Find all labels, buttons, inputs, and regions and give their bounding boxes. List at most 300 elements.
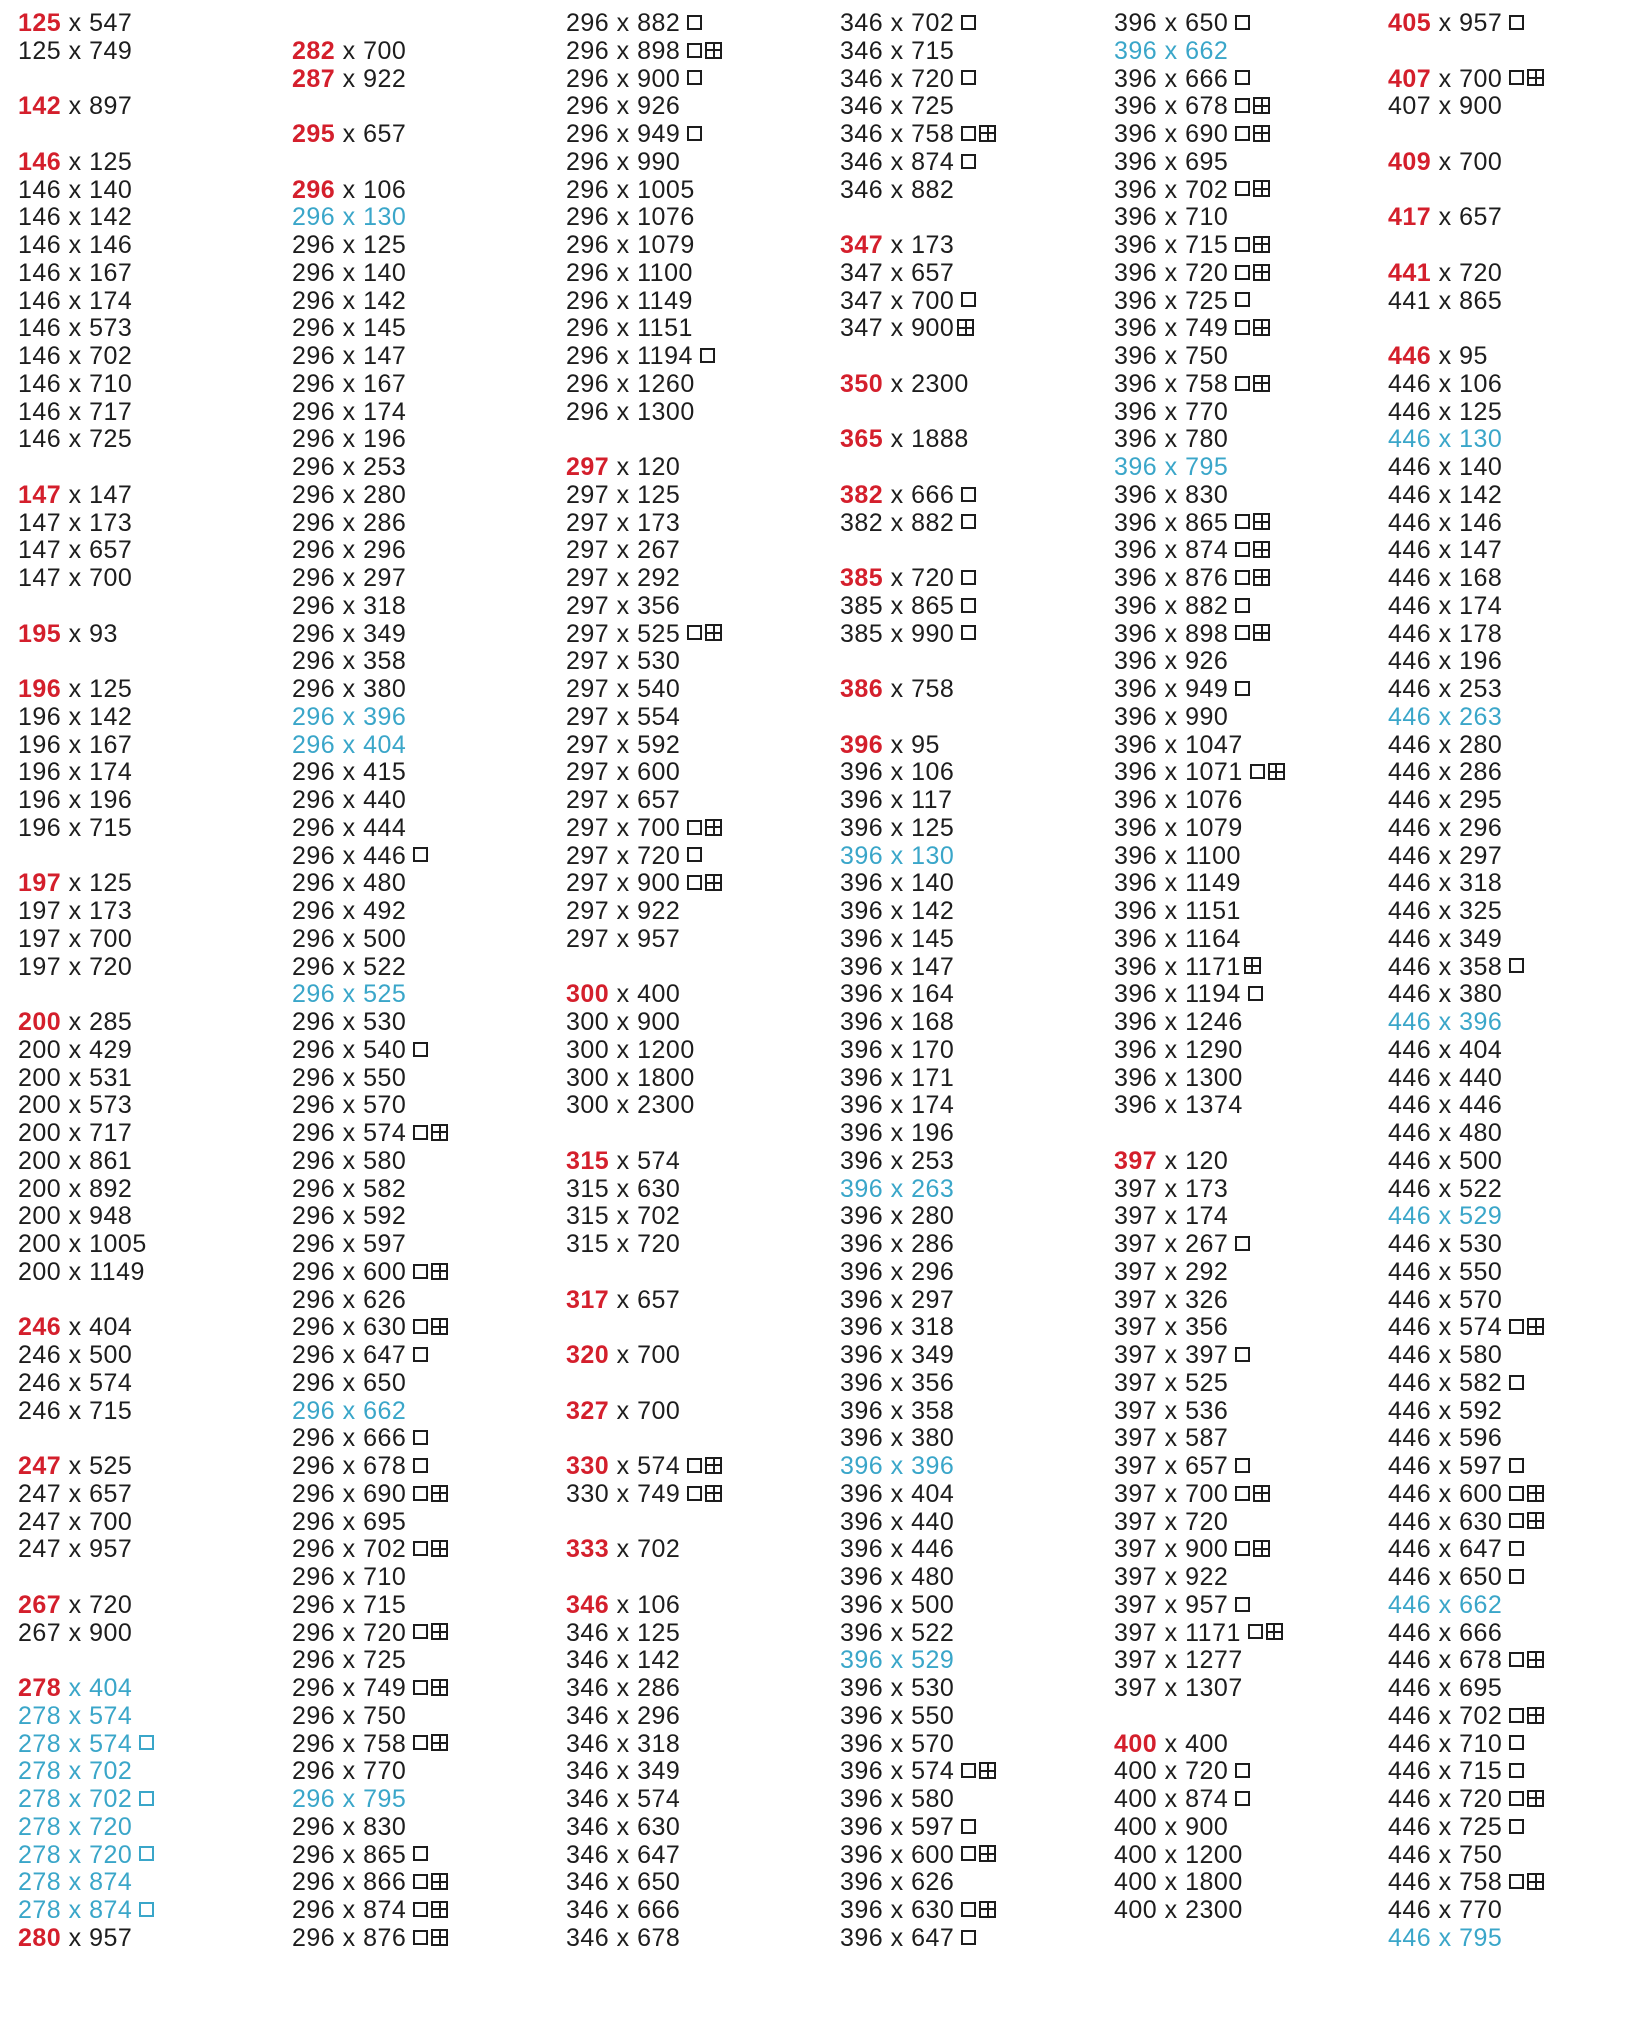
size-width: 247: [18, 1507, 62, 1536]
size-width: 396: [1114, 564, 1158, 592]
size-width: 396: [840, 1729, 884, 1758]
size-entry: [1388, 593, 1631, 621]
size-entry: [566, 93, 836, 121]
size-height: 865: [363, 1840, 407, 1869]
size-entry: [18, 1703, 288, 1731]
size-height: 702: [1185, 175, 1229, 204]
size-separator: x: [335, 1396, 364, 1425]
size-separator: x: [883, 1507, 912, 1536]
size-entry: [840, 1786, 1110, 1814]
size-height: 1290: [1185, 1035, 1243, 1064]
size-separator: x: [1431, 1729, 1460, 1758]
size-entry: [292, 121, 562, 149]
size-separator: x: [883, 952, 912, 981]
size-separator: x: [335, 924, 364, 953]
size-separator: x: [1157, 9, 1186, 37]
size-height: 358: [363, 647, 407, 676]
size-height: 440: [911, 1507, 955, 1536]
size-width: 200: [18, 1091, 62, 1120]
size-height: 1300: [1185, 1063, 1243, 1092]
size-width: 446: [1388, 1896, 1432, 1924]
size-entry: [1114, 843, 1384, 871]
size-entry: [1388, 1009, 1631, 1037]
size-width: 446: [1388, 619, 1432, 648]
size-entry: [1114, 426, 1384, 454]
square-outline-icon: [139, 1846, 154, 1861]
size-separator: x: [883, 758, 912, 787]
size-separator: x: [335, 786, 364, 814]
size-height: 142: [1459, 480, 1503, 509]
size-separator: x: [61, 786, 90, 814]
size-height: 600: [911, 1840, 955, 1869]
grid-square-icon: [1253, 1540, 1270, 1557]
grid-square-icon: [1244, 957, 1261, 974]
size-height: 795: [1459, 1923, 1503, 1952]
size-width: 197: [18, 897, 62, 925]
square-outline-icon: [413, 1902, 428, 1917]
size-width: 346: [566, 1868, 610, 1897]
size-separator: x: [1431, 813, 1460, 842]
size-width: 296: [566, 314, 610, 343]
size-separator: x: [335, 369, 364, 398]
size-height: 657: [637, 786, 681, 814]
size-height: 140: [363, 258, 407, 287]
square-outline-icon: [961, 1846, 976, 1861]
size-entry: [840, 93, 1110, 121]
size-width: 446: [1388, 342, 1432, 370]
size-width: 446: [1388, 1674, 1432, 1702]
size-height: 717: [89, 1119, 133, 1147]
size-height: 865: [1459, 286, 1503, 315]
size-separator: x: [1431, 1396, 1460, 1425]
size-width: 446: [1388, 1785, 1432, 1813]
group-spacer: [566, 1564, 836, 1592]
size-width: 446: [1388, 1313, 1432, 1342]
size-width: 296: [292, 1146, 336, 1175]
size-width: 297: [566, 480, 610, 509]
size-entry: [1114, 1176, 1384, 1204]
size-separator: x: [883, 1396, 912, 1425]
size-entry: [840, 787, 1110, 815]
grid-square-icon: [1253, 513, 1270, 530]
square-outline-icon: [961, 570, 976, 585]
size-separator: x: [61, 1923, 90, 1952]
size-entry: [292, 954, 562, 982]
size-separator: x: [335, 1257, 364, 1286]
size-entry: [1388, 704, 1631, 732]
size-entry: [840, 926, 1110, 954]
size-separator: x: [609, 175, 638, 204]
size-height: 957: [89, 1923, 133, 1952]
size-separator: x: [1431, 9, 1460, 37]
size-height: 717: [89, 397, 133, 426]
size-width: 296: [292, 619, 336, 648]
size-separator: x: [1431, 425, 1460, 454]
size-entry: [1388, 1065, 1631, 1093]
size-width: 396: [840, 1674, 884, 1702]
size-width: 330: [566, 1452, 610, 1480]
size-width: 296: [292, 1230, 336, 1258]
size-separator: x: [61, 619, 90, 648]
size-separator: x: [61, 1063, 90, 1092]
size-height: 898: [1185, 619, 1229, 648]
size-width: 396: [1114, 120, 1158, 148]
size-entry: [840, 1703, 1110, 1731]
size-height: 167: [89, 258, 133, 287]
size-width: 446: [1388, 702, 1432, 731]
size-entry: [1114, 648, 1384, 676]
size-entry: [840, 1009, 1110, 1037]
size-separator: x: [1157, 702, 1186, 731]
size-height: 957: [1185, 1590, 1229, 1619]
size-separator: x: [335, 536, 364, 565]
size-height: 550: [911, 1701, 955, 1730]
grid-square-icon: [431, 1263, 448, 1280]
size-separator: x: [609, 92, 638, 121]
size-width: 396: [840, 1507, 884, 1536]
size-width: 146: [18, 369, 62, 398]
size-height: 690: [363, 1479, 407, 1508]
size-entry: [566, 676, 836, 704]
size-separator: x: [61, 536, 90, 565]
size-width: 396: [1114, 314, 1158, 343]
size-height: 95: [1459, 342, 1488, 370]
size-width: 346: [840, 120, 884, 148]
size-width: 396: [840, 1035, 884, 1064]
size-width: 346: [840, 9, 884, 37]
size-width: 196: [18, 702, 62, 731]
size-height: 263: [1459, 702, 1503, 731]
grid-square-icon: [1527, 1707, 1544, 1724]
size-entry: [840, 315, 1110, 343]
size-separator: x: [1157, 175, 1186, 204]
size-separator: x: [61, 1119, 90, 1147]
size-entry: [292, 1564, 562, 1592]
square-outline-icon: [1235, 1458, 1250, 1473]
size-entry: [1388, 565, 1631, 593]
size-entry: [1114, 177, 1384, 205]
size-entry: [1114, 232, 1384, 260]
size-separator: x: [883, 1424, 912, 1453]
size-width: 446: [1388, 1757, 1432, 1786]
size-width: 396: [840, 1202, 884, 1231]
grid-square-icon: [431, 1540, 448, 1557]
size-height: 1071: [1185, 758, 1243, 787]
size-entry: [566, 288, 836, 316]
size-width: 315: [566, 1230, 610, 1258]
size-width: 146: [18, 147, 62, 176]
size-entry: [1388, 1092, 1631, 1120]
size-width: 396: [1114, 536, 1158, 565]
size-entry: [18, 1314, 288, 1342]
size-width: 396: [840, 1590, 884, 1619]
size-width: 296: [292, 425, 336, 454]
size-height: 882: [911, 175, 955, 204]
square-outline-icon: [1235, 681, 1250, 696]
size-height: 650: [1185, 9, 1229, 37]
size-width: 146: [18, 397, 62, 426]
size-height: 720: [89, 1590, 133, 1619]
square-outline-icon: [1509, 1763, 1524, 1778]
size-entry: [1388, 1869, 1631, 1897]
size-entry: [18, 1509, 288, 1537]
size-height: 547: [89, 9, 133, 37]
size-separator: x: [1431, 1896, 1460, 1924]
size-width: 396: [840, 1701, 884, 1730]
size-separator: x: [335, 231, 364, 259]
size-width: 396: [840, 1896, 884, 1924]
size-separator: x: [335, 1507, 364, 1536]
size-width: 400: [1114, 1757, 1158, 1786]
square-outline-icon: [1509, 1375, 1524, 1390]
size-height: 900: [637, 64, 681, 93]
size-width: 346: [840, 36, 884, 65]
size-height: 125: [363, 231, 407, 259]
size-width: 446: [1388, 1008, 1432, 1036]
size-separator: x: [1157, 536, 1186, 565]
size-entry: [292, 1481, 562, 1509]
size-entry: [292, 1259, 562, 1287]
size-height: 657: [1185, 1452, 1229, 1480]
size-separator: x: [1157, 147, 1186, 176]
size-width: 296: [292, 564, 336, 592]
size-separator: x: [61, 1507, 90, 1536]
size-separator: x: [883, 869, 912, 898]
size-entry: [1114, 371, 1384, 399]
size-height: 296: [1459, 813, 1503, 842]
size-height: 720: [1185, 1507, 1229, 1536]
size-separator: x: [1431, 342, 1460, 370]
size-entry: [292, 260, 562, 288]
size-separator: x: [1157, 869, 1186, 898]
size-height: 358: [911, 1396, 955, 1425]
size-width: 397: [1114, 1674, 1158, 1702]
size-separator: x: [335, 1341, 364, 1369]
size-height: 678: [1459, 1646, 1503, 1675]
square-outline-icon: [687, 1486, 702, 1501]
size-height: 720: [89, 1840, 133, 1869]
size-entry: [1388, 1758, 1631, 1786]
size-height: 106: [363, 175, 407, 204]
size-separator: x: [335, 1063, 364, 1092]
size-entry: [1388, 510, 1631, 538]
size-height: 2300: [1185, 1896, 1243, 1924]
size-width: 200: [18, 1063, 62, 1092]
size-separator: x: [883, 841, 912, 870]
size-separator: x: [1431, 1646, 1460, 1675]
size-entry: [292, 454, 562, 482]
size-width: 397: [1114, 1174, 1158, 1203]
size-width: 346: [566, 1646, 610, 1675]
size-separator: x: [1431, 397, 1460, 426]
size-separator: x: [1157, 1535, 1186, 1564]
size-height: 106: [637, 1590, 681, 1619]
size-height: 296: [363, 536, 407, 565]
size-entry: [292, 676, 562, 704]
size-width: 296: [292, 1396, 336, 1425]
size-separator: x: [609, 397, 638, 426]
size-width: 446: [1388, 397, 1432, 426]
size-entry: [1114, 1092, 1384, 1120]
size-height: 574: [89, 1701, 133, 1730]
size-width: 396: [840, 1618, 884, 1647]
grid-square-icon: [1527, 1651, 1544, 1668]
group-spacer: [1388, 38, 1631, 66]
size-width: 296: [292, 1313, 336, 1342]
size-separator: x: [335, 1812, 364, 1841]
size-height: 570: [911, 1729, 955, 1758]
size-entry: [292, 288, 562, 316]
size-entry: [840, 1398, 1110, 1426]
size-width: 296: [292, 1563, 336, 1591]
grid-square-icon: [1527, 1790, 1544, 1807]
size-width: 446: [1388, 1646, 1432, 1675]
size-width: 296: [292, 1812, 336, 1841]
size-width: 446: [1388, 1812, 1432, 1841]
size-height: 267: [637, 536, 681, 565]
size-entry: [840, 1620, 1110, 1648]
size-height: 580: [911, 1785, 955, 1813]
size-separator: x: [1157, 786, 1186, 814]
size-entry: [566, 1842, 836, 1870]
size-height: 592: [637, 730, 681, 759]
size-width: 396: [840, 1341, 884, 1369]
size-separator: x: [335, 869, 364, 898]
size-entry: [292, 870, 562, 898]
size-height: 380: [911, 1424, 955, 1453]
size-width: 407: [1388, 92, 1432, 121]
size-entry: [840, 1120, 1110, 1148]
size-height: 715: [89, 1396, 133, 1425]
size-separator: x: [61, 1757, 90, 1786]
size-entry: [1388, 1925, 1631, 1953]
size-width: 200: [18, 1035, 62, 1064]
size-entry: [1388, 93, 1631, 121]
size-separator: x: [883, 147, 912, 176]
size-entry: [1388, 954, 1631, 982]
size-separator: x: [609, 702, 638, 731]
size-width: 296: [292, 1285, 336, 1314]
size-width: 297: [566, 897, 610, 925]
size-entry: [1114, 759, 1384, 787]
size-width: 446: [1388, 1396, 1432, 1425]
size-width: 246: [18, 1396, 62, 1425]
square-outline-icon: [961, 1930, 976, 1945]
size-separator: x: [1157, 1063, 1186, 1092]
size-width: 396: [840, 1785, 884, 1813]
size-separator: x: [1157, 369, 1186, 398]
size-height: 1200: [637, 1035, 695, 1064]
size-width: 296: [292, 1840, 336, 1869]
size-height: 874: [1185, 536, 1229, 565]
size-width: 396: [840, 1257, 884, 1286]
grid-square-icon: [705, 624, 722, 641]
size-entry: [1114, 66, 1384, 94]
size-entry: [1388, 648, 1631, 676]
size-width: 296: [292, 1091, 336, 1120]
size-separator: x: [1431, 1507, 1460, 1536]
size-height: 525: [363, 980, 407, 1009]
size-separator: x: [61, 508, 90, 537]
size-width: 396: [840, 1313, 884, 1342]
size-height: 922: [1185, 1563, 1229, 1591]
size-height: 830: [1185, 480, 1229, 509]
size-entry: [1388, 1814, 1631, 1842]
size-height: 647: [911, 1923, 955, 1952]
size-separator: x: [883, 1479, 912, 1508]
size-width: 396: [1114, 397, 1158, 426]
size-separator: x: [609, 9, 638, 37]
column-2: [292, 10, 562, 1953]
size-entry: [566, 10, 836, 38]
size-entry: [1114, 1536, 1384, 1564]
size-height: 140: [911, 869, 955, 898]
size-separator: x: [1431, 1008, 1460, 1036]
size-separator: x: [335, 1757, 364, 1786]
size-height: 957: [637, 924, 681, 953]
size-height: 700: [363, 36, 407, 65]
size-width: 396: [840, 980, 884, 1009]
size-height: 700: [89, 1507, 133, 1536]
size-height: 866: [363, 1868, 407, 1897]
size-separator: x: [883, 619, 912, 648]
size-separator: x: [1431, 1035, 1460, 1064]
size-entry: [292, 1398, 562, 1426]
size-separator: x: [1157, 758, 1186, 787]
size-entry: [566, 454, 836, 482]
grid-square-icon: [1527, 1485, 1544, 1502]
size-height: 666: [1185, 64, 1229, 93]
size-width: 296: [292, 1701, 336, 1730]
size-width: 446: [1388, 591, 1432, 620]
size-entry: [1388, 815, 1631, 843]
size-entry: [566, 1592, 836, 1620]
size-width: 197: [18, 869, 62, 898]
size-entry: [1114, 1592, 1384, 1620]
size-height: 574: [637, 1146, 681, 1175]
size-height: 630: [911, 1896, 955, 1924]
size-height: 720: [89, 952, 133, 981]
size-height: 582: [1459, 1368, 1503, 1397]
size-separator: x: [1431, 1757, 1460, 1786]
square-outline-icon: [1235, 70, 1250, 85]
size-height: 404: [911, 1479, 955, 1508]
square-outline-icon: [687, 820, 702, 835]
size-height: 710: [363, 1563, 407, 1591]
size-width: 405: [1388, 9, 1432, 37]
size-entry: [566, 898, 836, 926]
size-entry: [1114, 1453, 1384, 1481]
size-width: 396: [840, 952, 884, 981]
grid-square-icon: [431, 1873, 448, 1890]
size-height: 1374: [1185, 1091, 1243, 1120]
size-entry: [840, 1453, 1110, 1481]
size-height: 725: [1185, 286, 1229, 315]
square-outline-icon: [1509, 1735, 1524, 1750]
size-height: 948: [89, 1202, 133, 1231]
grid-square-icon: [705, 1485, 722, 1502]
size-separator: x: [609, 1701, 638, 1730]
size-width: 296: [292, 342, 336, 370]
size-width: 296: [566, 342, 610, 370]
size-width: 396: [840, 786, 884, 814]
size-entry: [1114, 621, 1384, 649]
size-entry: [1114, 149, 1384, 177]
square-outline-icon: [1235, 1486, 1250, 1501]
size-height: 140: [1459, 453, 1503, 481]
size-separator: x: [609, 1285, 638, 1314]
size-height: 429: [89, 1035, 133, 1064]
